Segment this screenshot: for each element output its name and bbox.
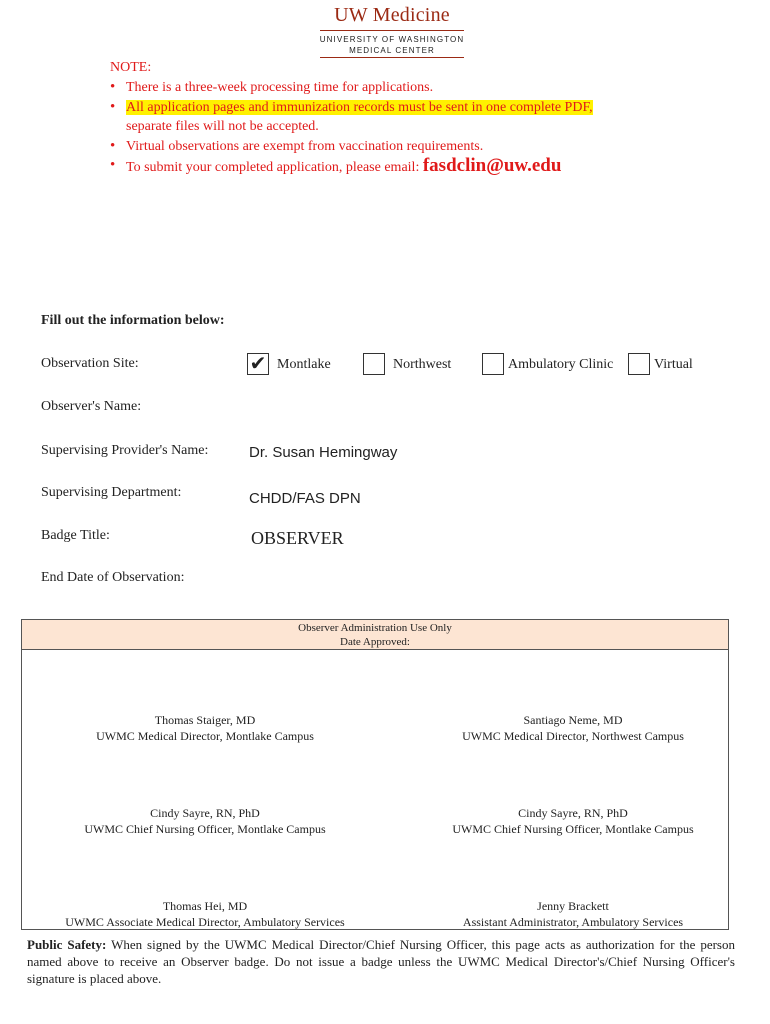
option-ambulatory-clinic-label: Ambulatory Clinic	[508, 357, 614, 372]
signatory-name: Thomas Hei, MD	[162, 899, 248, 913]
note-highlight: All application pages and immunization records must be sent in one complete PDF,	[126, 99, 593, 115]
badge-title-field[interactable]: OBSERVER	[251, 528, 344, 548]
end-date-label: End Date of Observation:	[41, 570, 185, 585]
check-mark-icon: ✔	[249, 353, 267, 375]
note-list	[110, 78, 593, 178]
option-northwest-label: Northwest	[393, 357, 452, 372]
note-title: NOTE:	[110, 60, 152, 75]
admin-header-title: Observer Administration Use Only	[298, 622, 452, 634]
signatory-title: UWMC Medical Director, Montlake Campus	[96, 729, 314, 743]
admin-use-box	[21, 619, 729, 930]
checkbox-northwest[interactable]	[363, 353, 385, 375]
observer-name-field[interactable]	[249, 398, 649, 418]
note-item-continued: separate files will not be accepted.	[126, 119, 319, 134]
signatory-title: UWMC Medical Director, Northwest Campus	[462, 729, 684, 743]
signature-block	[393, 712, 753, 744]
note-email-text: To submit your completed application, please email:	[126, 160, 420, 175]
date-approved-label: Date Approved:	[340, 636, 410, 648]
public-safety-text: When signed by the UWMC Medical Director/Chief Nursing Officer, this page acts as authorization for the person named above to receive an Observer badge. Do not issue a badge unless the UWMC Medical Director's/Chief Nursing Officer's signature is placed above.	[27, 937, 735, 986]
signatory-name: Cindy Sayre, RN, PhD	[150, 806, 260, 820]
email-link[interactable]: fasdclin@uw.edu	[422, 155, 562, 176]
signature-block	[25, 805, 385, 837]
department-field[interactable]: CHDD/FAS DPN	[249, 490, 361, 507]
logo-title: UW Medicine	[334, 4, 450, 26]
badge-title-label: Badge Title:	[41, 528, 110, 543]
note-item: • Virtual observations are exempt from vaccination requirements.	[126, 137, 593, 157]
department-label: Supervising Department:	[41, 485, 182, 500]
note-section	[110, 58, 593, 178]
logo-rule	[320, 30, 464, 31]
signature-block	[25, 898, 385, 930]
signatory-name: Cindy Sayre, RN, PhD	[518, 806, 628, 820]
signature-block	[393, 898, 753, 930]
logo-line-1: UNIVERSITY OF WASHINGTON	[319, 35, 465, 44]
signature-block	[25, 712, 385, 744]
signatory-title: UWMC Chief Nursing Officer, Montlake Campus	[452, 822, 694, 836]
signature-block	[393, 805, 753, 837]
uw-medicine-logo	[318, 4, 466, 58]
checkbox-montlake[interactable]	[247, 353, 269, 375]
logo-line-2: MEDICAL CENTER	[349, 46, 435, 55]
observation-site-label: Observation Site:	[41, 356, 139, 371]
signatory-name: Thomas Staiger, MD	[154, 713, 256, 727]
admin-header	[22, 620, 728, 650]
public-safety-label: Public Safety:	[27, 937, 107, 952]
signatory-title: UWMC Associate Medical Director, Ambulatory Services	[65, 915, 345, 929]
option-virtual-label: Virtual	[654, 357, 693, 372]
provider-field[interactable]: Dr. Susan Hemingway	[249, 444, 398, 461]
public-safety-paragraph	[27, 936, 735, 987]
signatory-name: Santiago Neme, MD	[523, 713, 623, 727]
checkbox-virtual[interactable]	[628, 353, 650, 375]
signatory-title: Assistant Administrator, Ambulatory Services	[462, 915, 684, 929]
observer-name-label: Observer's Name:	[41, 399, 142, 414]
signatory-name: Jenny Brackett	[537, 899, 609, 913]
note-item: • There is a three-week processing time for applications.	[126, 78, 593, 98]
form-heading: Fill out the information below:	[41, 313, 225, 328]
provider-label: Supervising Provider's Name:	[41, 443, 209, 458]
option-montlake-label: Montlake	[277, 357, 331, 372]
note-item	[126, 156, 593, 178]
signatory-title: UWMC Chief Nursing Officer, Montlake Campus	[84, 822, 326, 836]
checkbox-ambulatory-clinic[interactable]	[482, 353, 504, 375]
note-item	[126, 98, 593, 118]
end-date-field[interactable]	[249, 569, 549, 589]
